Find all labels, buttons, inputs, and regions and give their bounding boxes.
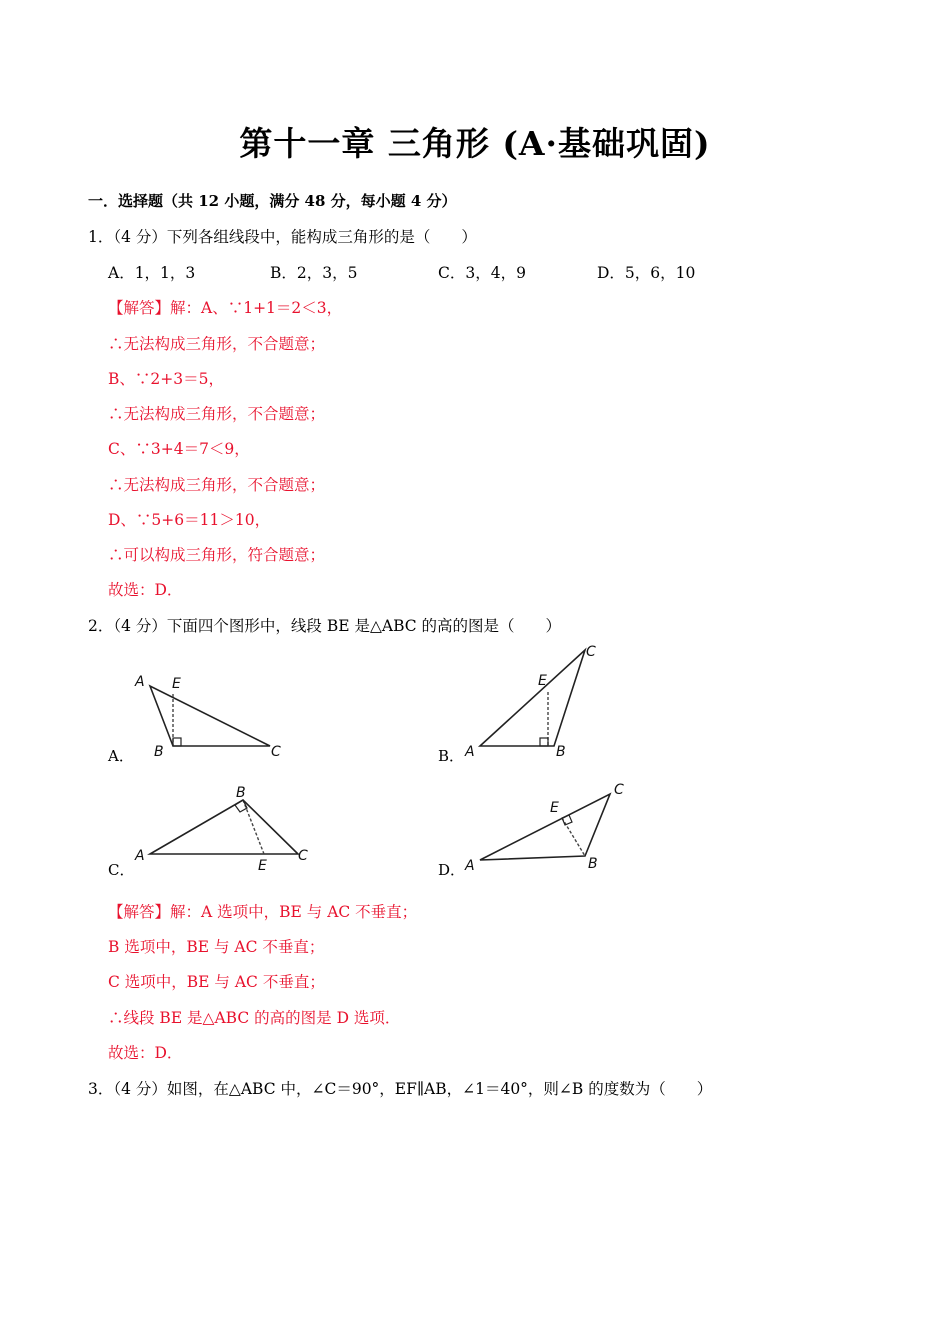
point-label-e: E bbox=[258, 858, 267, 874]
point-label-b: B bbox=[154, 744, 164, 760]
q1-option-a: A．1，1，3 bbox=[108, 264, 196, 282]
q3-stem: 3．（4 分）如图，在△ABC 中，∠C＝90°，EF∥AB，∠1＝40°，则∠B 的度数为（ ） bbox=[88, 1080, 713, 1098]
q2-answer-line-3: C 选项中，BE 与 AC 不垂直； bbox=[108, 973, 325, 991]
q2-answer-line-5: 故选：D． bbox=[108, 1044, 183, 1062]
q1-answer-line-4: ∴无法构成三角形，不合题意； bbox=[108, 405, 326, 423]
q2-figure-d-label: D． bbox=[438, 861, 466, 879]
q1-answer-line-3: B、∵2+3＝5， bbox=[108, 370, 224, 388]
point-label-b: B bbox=[236, 785, 246, 801]
point-label-a: A bbox=[465, 744, 475, 760]
q2-stem: 2．（4 分）下面四个图形中，线段 BE 是△ABC 的高的图是（ ） bbox=[88, 617, 562, 635]
point-label-a: A bbox=[465, 858, 475, 874]
section-heading: 一．选择题（共 12 小题，满分 48 分，每小题 4 分） bbox=[88, 192, 457, 210]
point-label-c: C bbox=[271, 744, 281, 760]
q1-answer-line-7: D、∵5+6＝11＞10， bbox=[108, 511, 271, 529]
q2-figure-c-label: C． bbox=[108, 861, 135, 879]
q2-figure-a-label: A． bbox=[108, 747, 134, 765]
point-label-a: A bbox=[135, 674, 145, 690]
point-label-c: C bbox=[298, 848, 308, 864]
point-label-e: E bbox=[538, 673, 547, 689]
q2-answer-line-2: B 选项中，BE 与 AC 不垂直； bbox=[108, 938, 325, 956]
q2-figure-a bbox=[130, 668, 300, 763]
q2-answer-line-1: 【解答】解：A 选项中，BE 与 AC 不垂直； bbox=[108, 903, 418, 921]
q1-answer-line-1: 【解答】解：A、∵1+1＝2＜3， bbox=[108, 299, 343, 317]
q1-answer-line-8: ∴可以构成三角形，符合题意； bbox=[108, 546, 326, 564]
point-label-b: B bbox=[588, 856, 598, 872]
q1-answer-line-5: C、∵3+4＝7＜9， bbox=[108, 440, 250, 458]
point-label-c: C bbox=[586, 644, 596, 660]
q1-answer-line-9: 故选：D． bbox=[108, 581, 183, 599]
point-label-b: B bbox=[556, 744, 566, 760]
point-label-a: A bbox=[135, 848, 145, 864]
point-label-c: C bbox=[614, 782, 624, 798]
q2-figure-d bbox=[460, 778, 640, 878]
q2-answer-tag: 【解答】 bbox=[108, 903, 171, 921]
point-label-e: E bbox=[172, 676, 181, 692]
q1-option-d: D．5，6，10 bbox=[597, 264, 696, 282]
point-label-e: E bbox=[550, 800, 559, 816]
q1-stem: 1．（4 分）下列各组线段中，能构成三角形的是（ ） bbox=[88, 228, 477, 246]
q2-figure-b bbox=[460, 642, 610, 762]
q2-figure-c bbox=[130, 782, 320, 877]
q2-answer-line-4: ∴线段 BE 是△ABC 的高的图是 D 选项． bbox=[108, 1009, 401, 1027]
q1-answer-tag: 【解答】 bbox=[108, 299, 171, 317]
q1-answer-line-6: ∴无法构成三角形，不合题意； bbox=[108, 476, 326, 494]
page-title: 第十一章 三角形 (A·基础巩固) bbox=[239, 124, 711, 163]
q1-option-c: C．3，4，9 bbox=[438, 264, 526, 282]
q1-option-b: B．2，3，5 bbox=[270, 264, 358, 282]
q2-figure-b-label: B． bbox=[438, 747, 465, 765]
q1-answer-line-2: ∴无法构成三角形，不合题意； bbox=[108, 335, 326, 353]
